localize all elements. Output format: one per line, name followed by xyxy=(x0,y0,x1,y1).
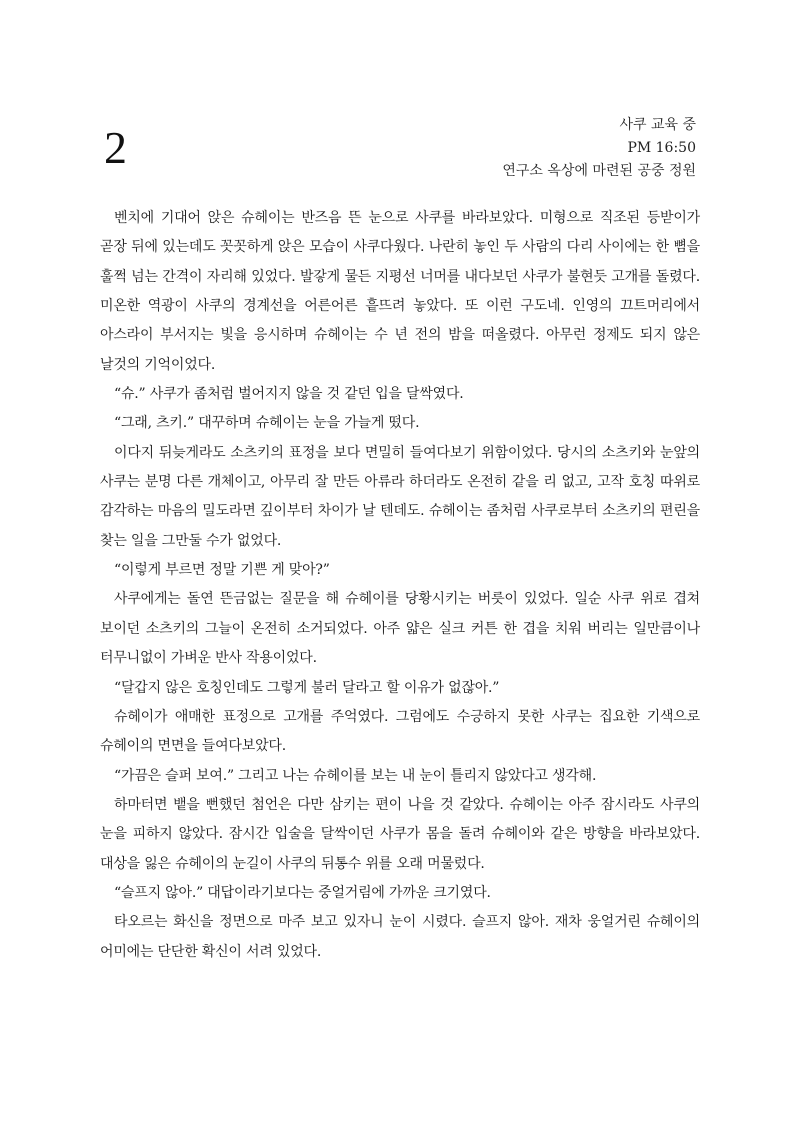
paragraph: 타오르는 화신을 정면으로 마주 보고 있자니 눈이 시렸다. 슬프지 않아. 재차 웅얼거린 슈헤이의 어미에는 단단한 확신이 서려 있었다. xyxy=(100,914,700,960)
paragraph: “달갑지 않은 호칭인데도 그렇게 불러 달라고 할 이유가 없잖아.” xyxy=(114,679,500,696)
paragraph: “그래, 츠키.” 대꾸하며 슈헤이는 눈을 가늘게 떴다. xyxy=(114,415,420,432)
paragraph: 이다지 뒤늦게라도 소츠키의 표정을 보다 면밀히 들여다보기 위함이었다. 당시의 소츠키와 눈앞의 사쿠는 분명 다른 개체이고, 아무리 잘 만든 아류라 하더라도 온전히 같을 리 없고, 고작 호칭 따위로 감각하는 마음의 밀도라면 깊이부터 차이가 날 텐데도. 슈헤이는 좀처럼 사쿠로부터 소츠키의 편린을 찾는 일을 그만둘 수가 없었다. xyxy=(100,444,700,549)
paragraph: “가끔은 슬퍼 보여.” 그리고 나는 슈헤이를 보는 내 눈이 틀리지 않았다고 생각해. xyxy=(114,767,597,784)
paragraph: 하마터면 뱉을 뻔했던 첨언은 다만 삼키는 편이 나을 것 같았다. 슈헤이는 아주 잠시라도 사쿠의 눈을 피하지 않았다. 잠시간 입술을 달싹이던 사쿠가 몸을 돌려 슈헤이와 같은 방향을 바라보았다. 대상을 잃은 슈헤이의 눈길이 사쿠의 뒤통수 위를 오래 머물렀다. xyxy=(100,796,700,872)
body-text xyxy=(100,204,700,967)
chapter-number: 2 xyxy=(104,122,127,173)
scene-time: PM 16:50 xyxy=(627,140,696,156)
scene-location: 연구소 옥상에 마련된 공중 정원 xyxy=(502,163,696,179)
paragraph: 사쿠에게는 돌연 뜬금없는 질문을 해 슈헤이를 당황시키는 버릇이 있었다. 일순 사쿠 위로 겹쳐 보이던 소츠키의 그늘이 온전히 소거되었다. 아주 얇은 실크 커튼 한 겹을 치워 버리는 일만큼이나 터무니없이 가벼운 반사 작용이었다. xyxy=(100,591,700,667)
scene-info xyxy=(502,114,696,183)
paragraph: “슈.” 사쿠가 좀처럼 벌어지지 않을 것 같던 입을 달싹였다. xyxy=(114,386,464,403)
paragraph: 슈헤이가 애매한 표정으로 고개를 주억였다. 그럼에도 수긍하지 못한 사쿠는 집요한 기색으로 슈헤이의 면면을 들여다보았다. xyxy=(100,708,700,755)
paragraph: “슬프지 않아.” 대답이라기보다는 중얼거림에 가까운 크기였다. xyxy=(114,884,491,901)
scene-title: 사쿠 교육 중 xyxy=(619,117,696,133)
paragraph: “이렇게 부르면 정말 기쁜 게 맞아?” xyxy=(114,562,330,579)
paragraph: 벤치에 기대어 앉은 슈헤이는 반즈음 뜬 눈으로 사쿠를 바라보았다. 미형으로 직조된 등받이가 곧장 뒤에 있는데도 꼿꼿하게 앉은 모습이 사쿠다웠다. 나란히 놓인 두 사람의 다리 사이에는 한 뼘을 훌쩍 넘는 간격이 자리해 있었다. 발갛게 물든 지평선 너머를 내다보던 사쿠가 불현듯 고개를 돌렸다. 미온한 역광이 사쿠의 경계선을 어른어른 흩뜨려 놓았다. 또 이런 구도네. 인영의 끄트머리에서 아스라이 부서지는 빛을 응시하며 슈헤이는 수 년 전의 밤을 떠올렸다. 아무런 정제도 되지 않은 날것의 기억이었다. xyxy=(100,210,700,373)
